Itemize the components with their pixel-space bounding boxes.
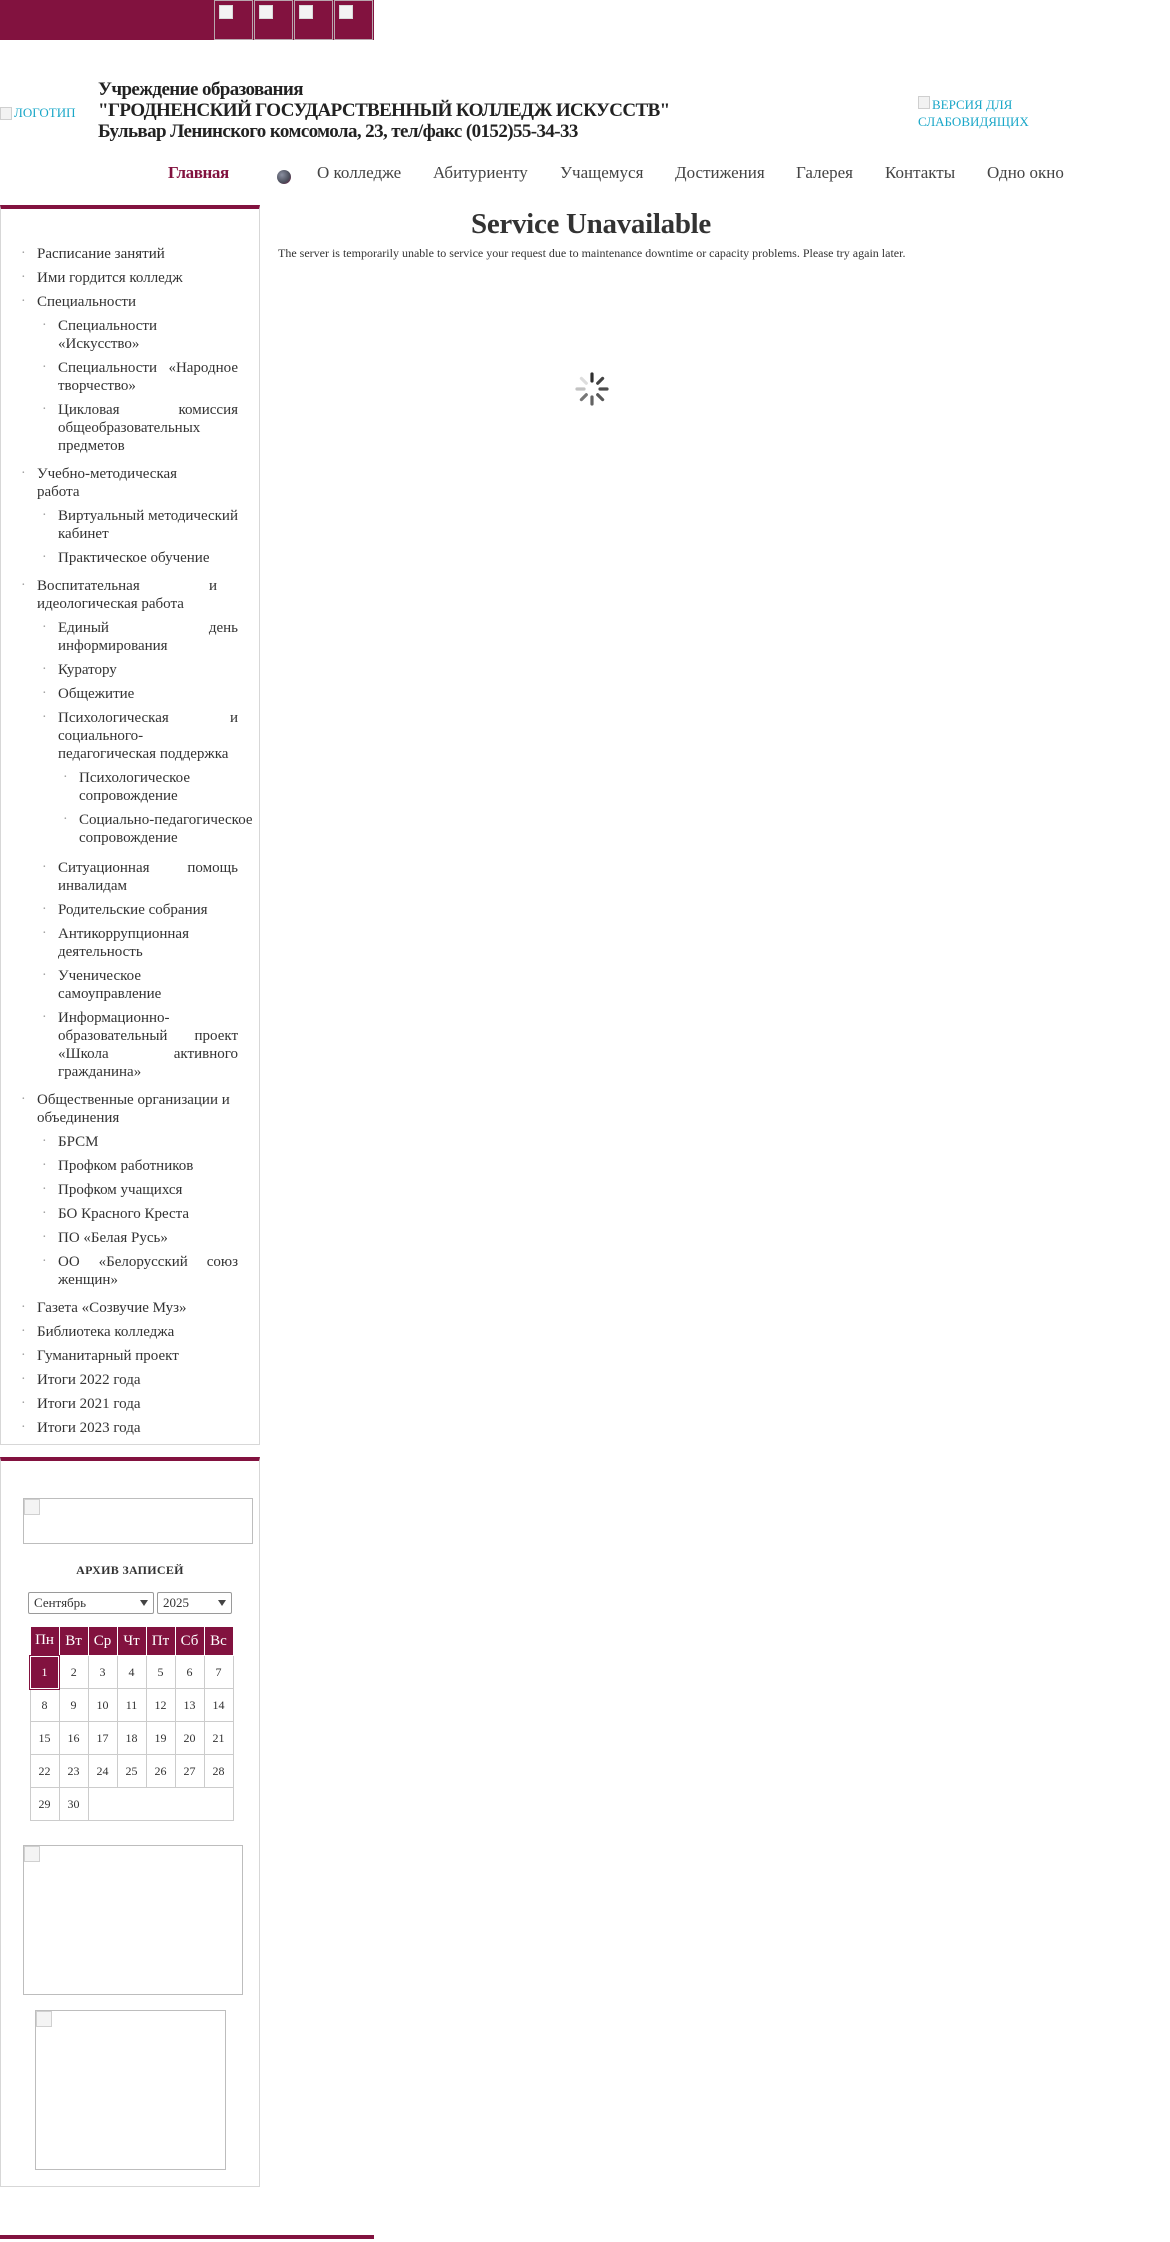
nav-item-achievements[interactable]: Достижения — [675, 163, 765, 182]
sidebar-item-dormitory[interactable]: · Общежитие — [58, 685, 238, 703]
calendar-day: 30 — [59, 1788, 88, 1821]
broken-image-icon — [24, 1499, 40, 1515]
chevron-down-icon — [218, 1600, 226, 1606]
sidebar-item-library[interactable]: · Библиотека колледжа — [37, 1323, 237, 1341]
sidebar-item-red-cross[interactable]: · БО Красного Креста — [58, 1205, 238, 1223]
sidebar-item-practical-training[interactable]: · Практическое обучение — [58, 549, 238, 567]
calendar-week-row — [30, 1656, 233, 1689]
sidebar-item-curator[interactable]: · Куратору — [58, 661, 238, 679]
nav-item-home[interactable]: Главная — [168, 163, 229, 182]
calendar-day: 14 — [204, 1689, 233, 1722]
sidebar-item-parent-meetings[interactable]: · Родительские собрания — [58, 901, 238, 919]
logo-alt-text: ЛОГОТИП — [14, 105, 76, 120]
sidebar-menu — [1, 245, 253, 1443]
sidebar-item-proud-of[interactable]: · Ими гордится колледж — [37, 269, 237, 287]
social-link-4[interactable] — [334, 0, 373, 40]
sidebar-item-union-workers[interactable]: · Профком работников — [58, 1157, 238, 1175]
sidebar-item-self-government[interactable]: · Ученическое самоуправление — [58, 967, 178, 1003]
calendar-day: 6 — [175, 1656, 204, 1689]
nav-item-applicants[interactable]: Абитуриенту — [433, 163, 528, 182]
calendar-day: 7 — [204, 1656, 233, 1689]
calendar-day: 12 — [146, 1689, 175, 1722]
vision-alt-text: ВЕРСИЯ ДЛЯ СЛАБОВИДЯЩИХ — [918, 97, 1029, 129]
sidebar-menu-panel — [0, 205, 260, 1445]
sidebar-item-results-2023[interactable]: · Итоги 2023 года — [37, 1419, 237, 1437]
calendar-day: 17 — [88, 1722, 117, 1755]
calendar-day: 15 — [30, 1722, 59, 1755]
calendar-day: 4 — [117, 1656, 146, 1689]
sidebar-item-humanitarian-project[interactable]: · Гуманитарный проект — [37, 1347, 237, 1365]
calendar-day: 5 — [146, 1656, 175, 1689]
calendar-weekday: Чт — [117, 1627, 146, 1656]
org-line-3: Бульвар Ленинского комсомола, 23, тел/факс (0152)55-34-33 — [98, 121, 578, 142]
banner-image-2[interactable] — [23, 1845, 243, 1995]
calendar-day-today[interactable]: 1 — [30, 1656, 59, 1689]
social-link-2[interactable] — [254, 0, 293, 40]
sidebar-item-specialties-art[interactable]: · Специальности «Искусство» — [58, 317, 238, 353]
calendar-week-row — [30, 1689, 233, 1722]
nav-item-one-window[interactable]: Одно окно — [987, 163, 1064, 182]
page-title: Service Unavailable — [471, 208, 711, 240]
footer-rule — [0, 2235, 374, 2239]
calendar-empty-cell — [88, 1788, 233, 1821]
calendar-day: 19 — [146, 1722, 175, 1755]
archive-year-select[interactable] — [157, 1592, 232, 1614]
calendar-day: 16 — [59, 1722, 88, 1755]
broken-image-icon — [36, 2011, 52, 2027]
main-nav — [0, 163, 1170, 191]
calendar-day: 24 — [88, 1755, 117, 1788]
calendar-weekday: Сб — [175, 1627, 204, 1656]
social-link-3[interactable] — [294, 0, 333, 40]
nav-item-gallery[interactable]: Галерея — [796, 163, 853, 182]
sidebar-item-results-2022[interactable]: · Итоги 2022 года — [37, 1371, 237, 1389]
sidebar-item-public-organizations[interactable]: · Общественные организации и объединения — [37, 1091, 237, 1127]
calendar-weekday-row — [30, 1627, 233, 1656]
broken-image-icon — [299, 5, 313, 19]
nav-separator-icon — [277, 170, 291, 184]
archive-title: АРХИВ ЗАПИСЕЙ — [76, 1563, 184, 1577]
loading-spinner-icon — [574, 371, 610, 407]
calendar-day: 9 — [59, 1689, 88, 1722]
calendar-week-row — [30, 1755, 233, 1788]
logo-link[interactable] — [0, 105, 76, 121]
archive-calendar — [29, 1626, 234, 1821]
broken-image-icon — [339, 5, 353, 19]
sidebar-item-schedule[interactable]: · Расписание занятий — [37, 245, 237, 263]
social-link-1[interactable] — [214, 0, 253, 40]
sidebar-item-psych-accompaniment[interactable]: · Психологическое сопровождение — [79, 769, 209, 805]
calendar-weekday: Ср — [88, 1627, 117, 1656]
nav-item-about[interactable]: О колледже — [317, 163, 402, 182]
calendar-day: 3 — [88, 1656, 117, 1689]
sidebar-item-women-union[interactable]: · ОО «Белорусский союз женщин» — [58, 1253, 238, 1289]
nav-item-students[interactable]: Учащемуся — [560, 163, 644, 182]
sidebar-item-specialties-folk[interactable]: · Специальности «Народное творчество» — [58, 359, 238, 395]
calendar-weekday: Вт — [59, 1627, 88, 1656]
broken-image-icon — [0, 107, 12, 120]
broken-image-icon — [219, 5, 233, 19]
calendar-day: 25 — [117, 1755, 146, 1788]
calendar-week-row — [30, 1722, 233, 1755]
org-line-1: Учреждение образования — [98, 79, 303, 100]
archive-month-select[interactable] — [28, 1592, 154, 1614]
site-header-title — [98, 79, 670, 142]
calendar-weekday: Пн — [30, 1627, 59, 1656]
sidebar-item-anticorruption[interactable]: · Антикоррупционная деятельность — [58, 925, 208, 961]
broken-image-icon — [918, 96, 930, 109]
sidebar-item-psych-support[interactable]: · Психологическая и социального-педагогическая поддержка — [58, 709, 238, 763]
calendar-day: 27 — [175, 1755, 204, 1788]
sidebar-item-virtual-cabinet[interactable]: · Виртуальный методический кабинет — [58, 507, 238, 543]
sidebar-item-active-citizen[interactable]: · Информационно-образовательный проект «Школа активного гражданина» — [58, 1009, 238, 1081]
sidebar-item-union-students[interactable]: · Профком учащихся — [58, 1181, 238, 1199]
calendar-day: 20 — [175, 1722, 204, 1755]
nav-item-contacts[interactable]: Контакты — [885, 163, 956, 182]
sidebar-item-methodical-work[interactable]: · Учебно-методическая работа — [37, 465, 187, 501]
sidebar-item-specialties[interactable]: · Специальности — [37, 293, 237, 311]
calendar-week-row — [30, 1788, 233, 1821]
archive-year-value: 2025 — [163, 1595, 189, 1610]
broken-image-icon — [259, 5, 273, 19]
calendar-day: 22 — [30, 1755, 59, 1788]
calendar-day: 10 — [88, 1689, 117, 1722]
sidebar-item-results-2021[interactable]: · Итоги 2021 года — [37, 1395, 237, 1413]
org-line-2: "ГРОДНЕНСКИЙ ГОСУДАРСТВЕННЫЙ КОЛЛЕДЖ ИСКУССТВ" — [98, 100, 670, 121]
sidebar-item-social-accompaniment[interactable]: · Социально-педагогическое сопровождение — [79, 811, 254, 847]
sidebar-item-belaya-rus[interactable]: · ПО «Белая Русь» — [58, 1229, 238, 1247]
calendar-day: 18 — [117, 1722, 146, 1755]
calendar-day: 21 — [204, 1722, 233, 1755]
sidebar-item-educational-work[interactable]: · Воспитательная и идеологическая работа — [37, 577, 217, 613]
banner-image-1[interactable] — [23, 1498, 253, 1544]
broken-image-icon — [24, 1846, 40, 1862]
calendar-day: 11 — [117, 1689, 146, 1722]
calendar-day: 28 — [204, 1755, 233, 1788]
sidebar-item-newspaper[interactable]: · Газета «Созвучие Муз» — [37, 1299, 237, 1317]
calendar-day: 29 — [30, 1788, 59, 1821]
calendar-weekday: Вс — [204, 1627, 233, 1656]
sidebar-item-general-subjects[interactable]: · Цикловая комиссия общеобразовательных предметов — [58, 401, 238, 455]
calendar-day: 23 — [59, 1755, 88, 1788]
error-message: The server is temporarily unable to service your request due to maintenance downtime or capacity problems. Please try again later. — [278, 246, 906, 260]
sidebar-item-info-day[interactable]: · Единый день информирования — [58, 619, 238, 655]
sidebar-item-disabled-help[interactable]: · Ситуационная помощь инвалидам — [58, 859, 238, 895]
archive-month-value: Сентябрь — [34, 1595, 87, 1610]
low-vision-version-link[interactable] — [918, 96, 1038, 130]
chevron-down-icon — [140, 1600, 148, 1606]
sidebar-widget-panel — [0, 1457, 260, 2187]
calendar-day: 8 — [30, 1689, 59, 1722]
calendar-day: 26 — [146, 1755, 175, 1788]
sidebar-item-brsm[interactable]: · БРСМ — [58, 1133, 238, 1151]
banner-image-3[interactable] — [35, 2010, 226, 2170]
calendar-day: 2 — [59, 1656, 88, 1689]
calendar-day: 13 — [175, 1689, 204, 1722]
calendar-weekday: Пт — [146, 1627, 175, 1656]
